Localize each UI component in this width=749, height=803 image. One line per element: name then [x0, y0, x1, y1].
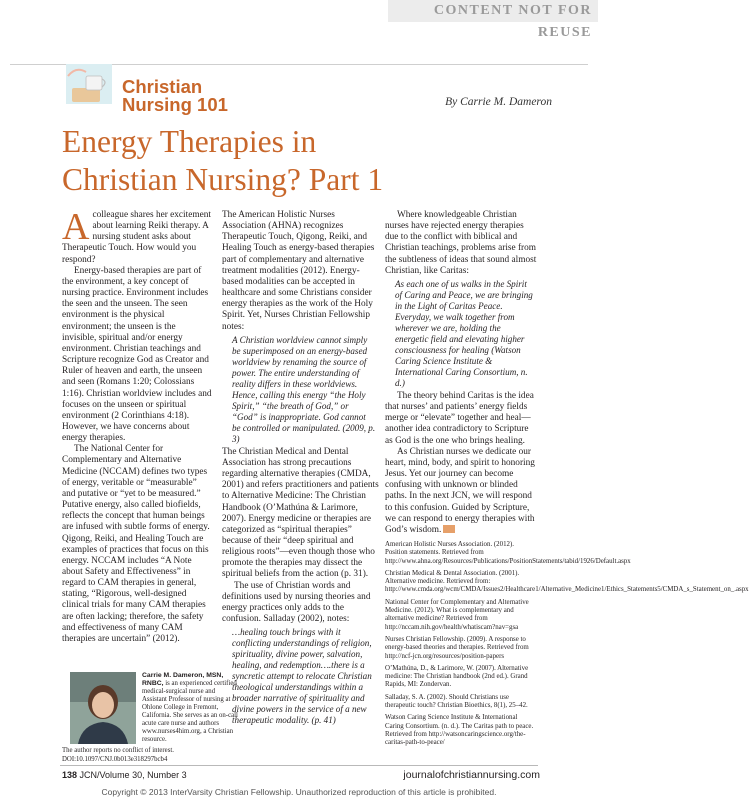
- page-number: 138: [62, 770, 78, 780]
- author-name: Carrie M. Dameron, MSN, RNBC,: [142, 672, 224, 687]
- reference-item: Christian Medical & Dental Association. (2001). Alternative medicine. Retrieved from: http://www.cmda.org/wcm/CMDA/Issues2/Healthcare1/Alternative_Medicine1/Ethics_Statements5/CMDA_s_Statement_on_.aspx: [385, 569, 749, 594]
- column-header-line-1: Christian: [122, 76, 203, 97]
- reference-item: Salladay, S. A. (2002). Should Christians use therapeutic touch? Christian Bioethics, 8(1), 25–42.: [385, 693, 528, 710]
- author-photo: [70, 672, 136, 744]
- paragraph: The theory behind Caritas is the idea that nurses’ and patients’ energy fields merge or “elevate” together and heal—another idea contradictory to Scripture as God is the one who brings healing.: [385, 390, 534, 446]
- block-quote: As each one of us walks in the Spirit of Caring and Peace, we are bringing in the Light of Caritas Peace. Everyday, we walk together from wherever we are, holding the energetic field and elevating higher consciousness for healing (Watson Caring Science Institute & International Caring Consortium, n. d.): [395, 278, 533, 388]
- block-quote: …healing touch brings with it conflicting understandings of religion, spirituality, divine power, salvation, healing, and redemption….there is a syncretic attempt to relocate Christian theological understandings within a broader narrative of spirituality and divine powers in the service of a new therapeutic modality. (p. 41): [232, 627, 372, 726]
- doi: DOI:10.1097/CNJ.0b013e318297bcb4: [62, 756, 168, 763]
- paragraph: The Christian Medical and Dental Association has strong precautions regarding alternative therapies (CMDA, 2001) and refers practitioners and patients to Alternative Medicine: The Christian Handbook (O’Mathúna & Larimore, 2007). Energy medicine or therapies are categorized as “spiritual therapies” because of their “deep spiritual and religious roots”—even though those who promote the therapies may dissect the spiritual beliefs from the action (p. 31).: [222, 446, 379, 580]
- title-line-1: Energy Therapies in: [62, 124, 317, 159]
- footer-divider: [60, 765, 538, 766]
- reference-item: O’Mathúna, D., & Larimore, W. (2007). Alternative medicine: The Christian handbook (2nd ed.). Grand Rapids, MI: Zondervan.: [385, 664, 529, 689]
- reference-item: Watson Caring Science Institute & International Caring Consortium. (n. d.). The Caritas path to peace. Retrieved from http://watsoncaringscience.org/the-caritas-path-to-peace/: [385, 714, 534, 747]
- article-title: [62, 123, 562, 199]
- paragraph: The use of Christian words and definitions used by nursing theories and energy practices only adds to the confusion. Salladay (2002), notes:: [222, 580, 371, 625]
- author-description: is an experienced certified medical-surgical nurse and Assistant Professor of nursing at Ohlone College in Fremont, California. She serves as an on-call acute care nurse and authors www.nurses4him.org, a Christian resource.: [142, 680, 238, 743]
- paragraph: The National Center for Complementary and Alternative Medicine (NCCAM) defines two types of energy, veritable or “measurable” and putative or “yet to be measured.” Putative energy, also called biofields, reflects the concept that human beings are infused with subtle forms of energy. Qigong, Reiki, and Healing Touch are examples of practices that focus on this energy. NCCAM includes “A Note about Safety and Effectiveness” in regard to CAM therapies in general, stating, “Rigorous, well-designed clinical trials for many CAM therapies are often lacking; therefore, the safety and effectiveness of many CAM therapies are uncertain” (2012).: [62, 444, 210, 644]
- column-header-line-2: Nursing 101: [122, 94, 228, 115]
- text-column-1: [62, 206, 212, 645]
- text-column-3: [385, 210, 749, 752]
- paragraph: Where knowledgeable Christian nurses have rejected energy therapies due to the conflict with biblical and Christian teachings, problems arise from the subtleness of ideas that sound almost Christian, like Caritas:: [385, 210, 537, 276]
- issue-info: JCN/Volume 30, Number 3: [79, 770, 187, 780]
- author-bio: [142, 672, 238, 744]
- content-not-for-reuse-banner: CONTENT NOT FOR REUSE: [388, 0, 598, 22]
- conflict-of-interest: The author reports no conflict of interest.: [62, 747, 174, 754]
- closing-paragraph: [385, 447, 537, 536]
- paragraph: Energy-based therapies are part of the environment, a key concept of nursing practice. Environment includes the seen and the unseen. The seen environment is the physical environment; the unseen is the invisible, spiritual and/or energy environment. Christian teachings and Scripture recognize God as Creator and Ruler of heaven and earth, the unseen and seen (Romans 1:20; Colossians 1:16). Christian worldview includes and focuses on the unseen or spiritual environment (2 Corinthians 4:18). However, we have concerns about energy therapies.: [62, 265, 212, 444]
- text-column-2: [222, 210, 380, 728]
- block-quote: A Christian worldview cannot simply be superimposed on an energy-based worldview by renaming the source of power. The entire understanding of reality differs in these worldviews. Hence, calling this energy “the Holy Spirit,” “the breath of God,” or “God” is inappropriate. God cannot be controlled or manipulated. (2009, p. 3): [232, 334, 376, 444]
- reference-item: Nurses Christian Fellowship. (2009). A response to energy-based theories and therapies. Retrieved from http://ncf-jcn.org/resources/position-papers: [385, 635, 529, 660]
- reference-item: National Center for Complementary and Alternative Medicine. (2012). What is complementary and alternative medicine? Retrieved from http://nccam.nih.gov/health/whatiscam?nav=gsa: [385, 598, 529, 631]
- references: [385, 540, 749, 748]
- copyright-notice: Copyright © 2013 InterVarsity Christian Fellowship. Unauthorized reproduction of this article is prohibited.: [101, 787, 497, 797]
- intro-text: colleague shares her excitement about learning Reiki therapy. A nursing student asks about Therapeutic Touch. How would you respond?: [62, 210, 211, 265]
- paragraph: The American Holistic Nurses Association (AHNA) recognizes Therapeutic Touch, Qigong, Reiki, and Healing Touch as energy-based therapies part of complementary and alternative treatment modalities (2012). Energy-based modalities can be accepted in healthcare and some Christians consider energy therapies as the work of the Holy Spirit. Yet, Nurses Christian Fellowship notes:: [222, 210, 375, 332]
- author-notes: [62, 746, 238, 764]
- reference-item: American Holistic Nurses Association. (2012). Position statements. Retrieved from http://www.ahna.org/Resources/Publications/PositionStatements/tabid/1926/Default.aspx: [385, 540, 631, 565]
- end-mark-icon: [443, 525, 455, 533]
- footer-website: journalofchristiannursing.com: [403, 769, 540, 781]
- title-line-2: Christian Nursing? Part 1: [62, 162, 384, 197]
- footer-issue: [62, 770, 187, 780]
- byline: By Carrie M. Dameron: [445, 96, 552, 108]
- drop-cap: A: [62, 206, 90, 248]
- column-header: [122, 78, 228, 114]
- closing-text: As Christian nurses we dedicate our heart, mind, body, and spirit to honoring Jesus. Yet our journey can become confusing with unknown or blinded paths. In the next JCN, we will respond to this confusion. Guided by Scripture, we can respond to energy therapies with God’s wisdom.: [385, 446, 535, 535]
- intro-paragraph: [62, 206, 212, 266]
